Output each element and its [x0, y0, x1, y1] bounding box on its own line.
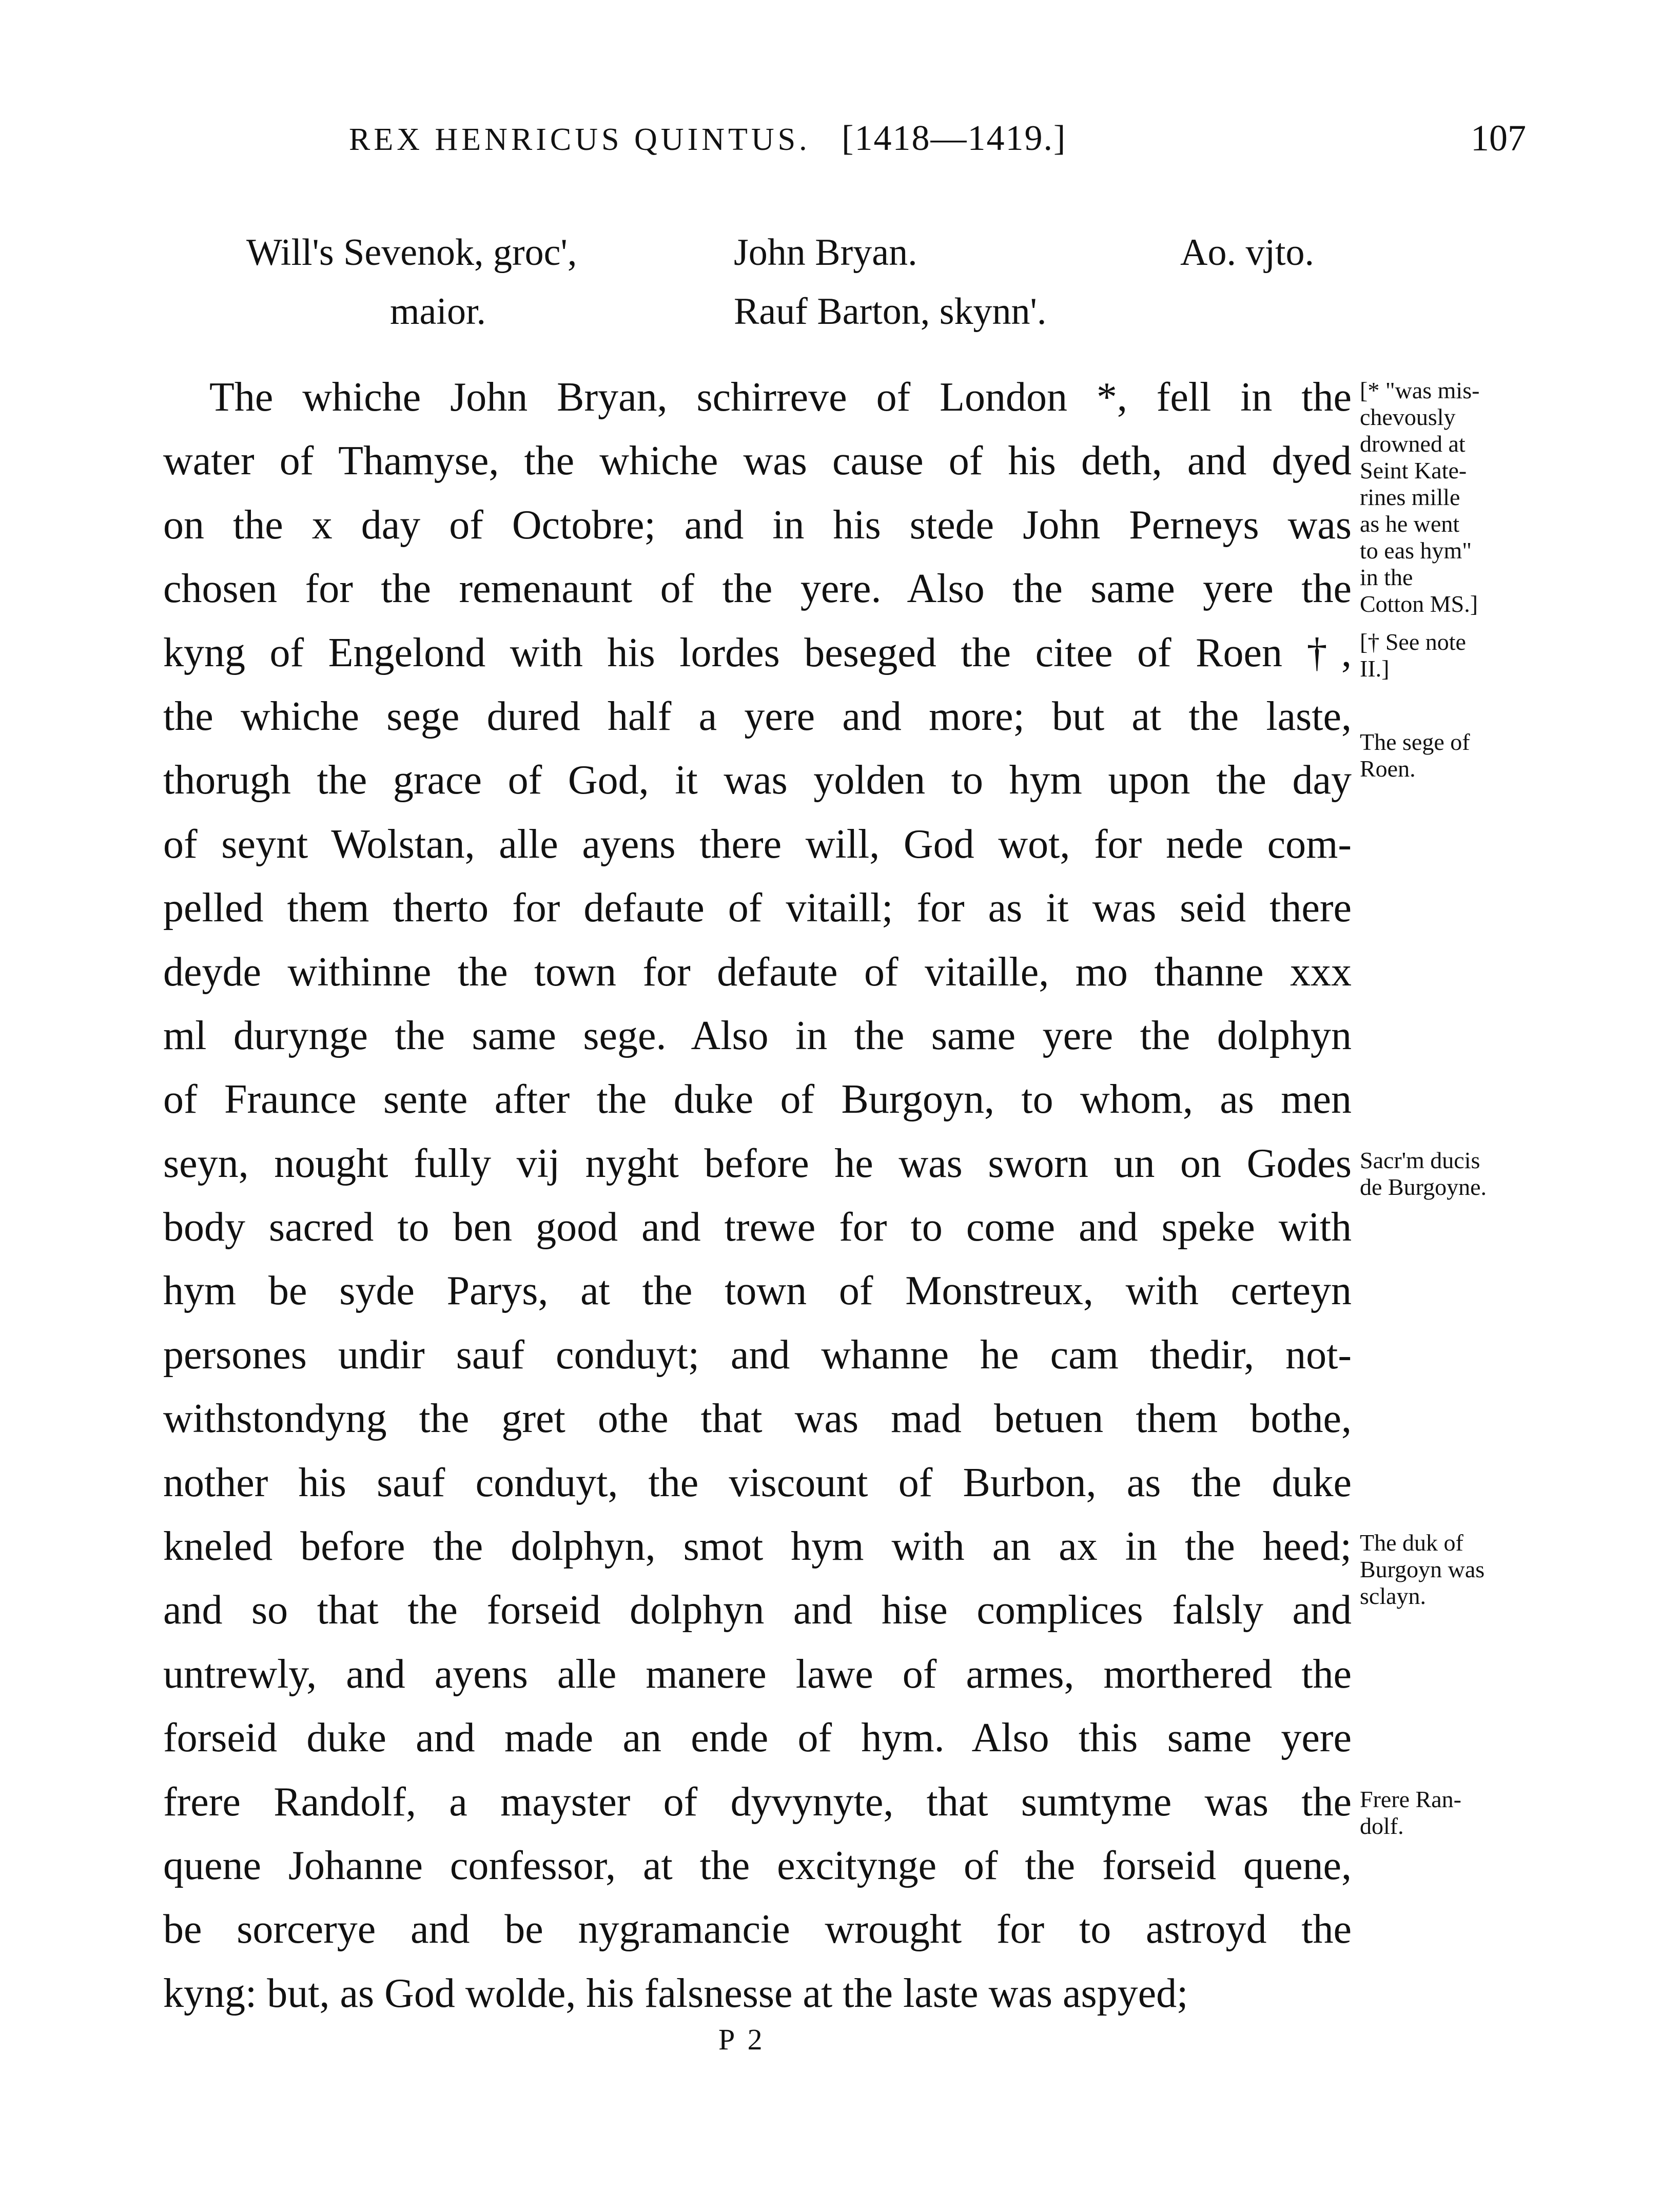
- body-line: on the x day of Octobre; and in his stede John Perneys was: [163, 502, 1352, 548]
- body-line: thorugh the grace of God, it was yolden to hym upon the day: [163, 758, 1352, 803]
- body-line: untrewly, and ayens alle manere lawe of armes, morthered the: [163, 1651, 1352, 1697]
- margin-note-oath-of-burgoyne: Sacr'm ducis de Burgoyne.: [1360, 1147, 1487, 1200]
- body-line: ml durynge the same sege. Also in the same yere the dolphyn: [163, 1013, 1352, 1058]
- body-line: quene Johanne confessor, at the excitynge of the forseid quene,: [163, 1843, 1352, 1888]
- margin-note-frere-randolf: Frere Ran- dolf.: [1360, 1786, 1461, 1839]
- body-line: the whiche sege dured half a yere and more; but at the laste,: [163, 693, 1352, 739]
- body-line: of seynt Wolstan, alle ayens there will, God wot, for nede com-: [163, 821, 1352, 867]
- body-text: [163, 365, 1352, 2025]
- sheriff-one: John Bryan.: [734, 231, 917, 274]
- body-line: kyng: but, as God wolde, his falsnesse at the laste was aspyed;: [163, 1970, 1188, 2016]
- running-title: REX HENRICUS QUINTUS.: [349, 122, 811, 157]
- body-line: water of Thamyse, the whiche was cause of his deth, and dyed: [163, 438, 1352, 484]
- body-line: forseid duke and made an ende of hym. Also this same yere: [163, 1715, 1352, 1761]
- body-line: The whiche John Bryan, schirreve of London *, fell in the: [209, 375, 1352, 420]
- body-line: kyng of Engelond with his lordes beseged the citee of Roen †,: [163, 630, 1352, 675]
- body-line: pelled them therto for defaute of vitaill; for as it was seid there: [163, 885, 1352, 931]
- margin-note-duke-slain: The duk of Burgoyn was sclayn.: [1360, 1530, 1485, 1609]
- body-line: deyde withinne the town for defaute of vitaille, mo thanne xxx: [163, 949, 1352, 995]
- body-line: seyn, nought fully vij nyght before he was sworn un on Godes: [163, 1140, 1352, 1186]
- margin-note-see-note: [† See note II.]: [1360, 629, 1466, 682]
- body-line: and so that the forseid dolphyn and hise complices falsly and: [163, 1588, 1352, 1633]
- body-line: be sorcerye and be nygramancie wrought for to astroyd the: [163, 1907, 1352, 1952]
- regnal-year: Ao. vjto.: [1180, 231, 1315, 274]
- mayor-name: Will's Sevenok, groc',: [246, 231, 577, 274]
- sheriff-two: Rauf Barton, skynn'.: [734, 291, 1047, 333]
- body-line: nother his sauf conduyt, the viscount of Burbon, as the duke: [163, 1460, 1352, 1505]
- margin-note-drowning: [* "was mis- chevously drowned at Seint Kate- rines mille as he went to eas hym" in the Cotton MS.]: [1360, 377, 1480, 617]
- body-line: withstondyng the gret othe that was mad betuen them bothe,: [163, 1396, 1352, 1442]
- body-line: frere Randolf, a mayster of dyvynyte, that sumtyme was the: [163, 1779, 1352, 1825]
- body-line: kneled before the dolphyn, smot hym with an ax in the heed;: [163, 1524, 1352, 1570]
- running-head: [349, 118, 1066, 159]
- mayor-title: maior.: [390, 291, 486, 333]
- body-line: of Fraunce sente after the duke of Burgoyn, to whom, as men: [163, 1077, 1352, 1122]
- signature-mark: P 2: [718, 2023, 766, 2056]
- body-line: hym be syde Parys, at the town of Monstreux, with certeyn: [163, 1268, 1352, 1314]
- body-line: chosen for the remenaunt of the yere. Also the same yere the: [163, 566, 1352, 612]
- body-line: body sacred to ben good and trewe for to come and speke with: [163, 1205, 1352, 1250]
- body-line: persones undir sauf conduyt; and whanne he cam thedir, not-: [163, 1332, 1352, 1378]
- page-number: 107: [1471, 118, 1526, 159]
- margin-note-siege-of-roen: The sege of Roen.: [1360, 729, 1470, 782]
- running-years: [1418—1419.]: [842, 119, 1067, 158]
